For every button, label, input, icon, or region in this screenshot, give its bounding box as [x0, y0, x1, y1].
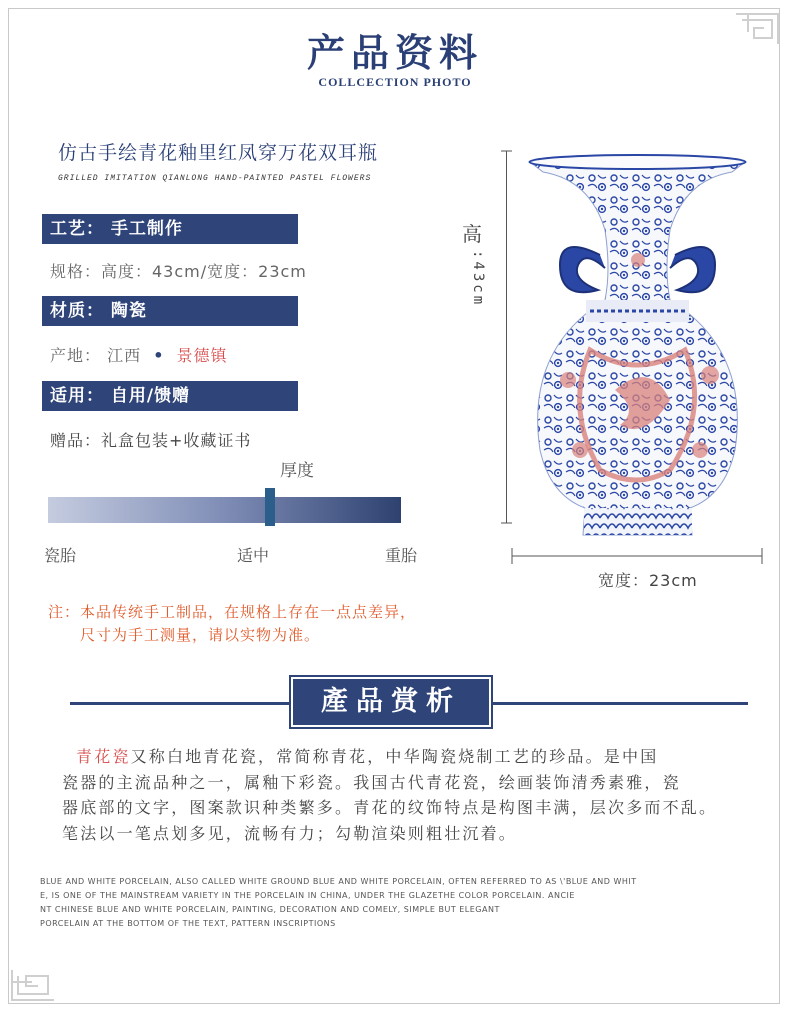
page-title: 产品资料 — [306, 30, 483, 75]
height-label: 高 — [462, 222, 482, 246]
width-value: 宽度：23cm — [598, 571, 698, 590]
corner-ornament-bottom-left — [10, 968, 56, 1004]
thickness-label-thin: 瓷胎 — [44, 546, 77, 565]
description-text-3: 器底部的文字，图案款识种类繁多。青花的纹饰特点是构图丰满，层次多而不乱。 — [62, 798, 718, 817]
description-en-line-2: E, IS ONE OF THE MAINSTREAM VARIETY IN THE PORCELAIN IN CHINA, UNDER THE GLAZETHE COLOR PORCELAIN. ANCIE — [40, 891, 575, 900]
origin-city: 景德镇 — [176, 346, 228, 365]
origin-line — [50, 343, 228, 366]
thickness-marker — [265, 488, 275, 526]
section-divider-left — [70, 702, 292, 705]
description-text-2: 瓷器的主流品种之一，属釉下彩瓷。我国古代青花瓷，绘画装饰清秀素雅，瓷 — [62, 772, 681, 792]
description-en-line-3: NT CHINESE BLUE AND WHITE PORCELAIN, PAINTING, DECORATION AND COMELY, SIMPLE BUT ELEGANT — [40, 905, 500, 914]
product-name: 仿古手绘青花釉里红凤穿万花双耳瓶 — [58, 142, 379, 164]
description-text-4: 笔法以一笔点划多见，流畅有力；勾勒渲染则粗壮沉着。 — [62, 823, 518, 843]
description-en-line-4: PORCELAIN AT THE BOTTOM OF THE TEXT, PATTERN INSCRIPTIONS — [40, 919, 336, 928]
thickness-label-medium: 适中 — [237, 546, 270, 565]
thickness-gauge — [48, 497, 401, 523]
description-en — [40, 875, 690, 931]
origin-label: 产地： — [50, 346, 102, 365]
width-dimension-line — [511, 548, 763, 564]
description-text-1: 又称白地青花瓷，常简称青花，中华陶瓷烧制工艺的珍品。是中国 — [130, 747, 659, 766]
thickness-title: 厚度 — [280, 461, 314, 481]
origin-separator: • — [153, 346, 165, 365]
thickness-label-heavy: 重胎 — [385, 546, 418, 565]
size-spec: 规格：高度：43cm/宽度：23cm — [50, 262, 307, 281]
section-divider-right — [490, 702, 748, 705]
vase-image — [520, 150, 755, 542]
height-value: :43cm — [470, 250, 486, 308]
craft-bar: 工艺： 手工制作 — [42, 214, 298, 244]
gift-line: 赠品：礼盒包装+收藏证书 — [50, 431, 252, 450]
note-line-2: 尺寸为手工测量，请以实物为准。 — [80, 626, 321, 644]
page-subtitle: COLLCECTION PHOTO — [318, 75, 472, 89]
description-paragraph — [62, 744, 762, 846]
note-line-1: 注：本品传统手工制品，在规格上存在一点点差异， — [48, 603, 417, 621]
description-highlight: 青花瓷 — [76, 747, 131, 766]
product-name-en: GRILLED IMITATION QIANLONG HAND-PAINTED PASTEL FLOWERS — [58, 174, 372, 183]
usage-bar: 适用： 自用/馈赠 — [42, 381, 298, 411]
section-title: 產品赏析 — [291, 677, 491, 727]
height-dimension-line — [500, 150, 513, 524]
origin-province: 江西 — [107, 346, 142, 365]
description-en-line-1: BLUE AND WHITE PORCELAIN, ALSO CALLED WHITE GROUND BLUE AND WHITE PORCELAIN, OFTEN REFERRED TO AS \'BLUE AND WHIT — [40, 877, 637, 886]
material-bar: 材质： 陶瓷 — [42, 296, 298, 326]
